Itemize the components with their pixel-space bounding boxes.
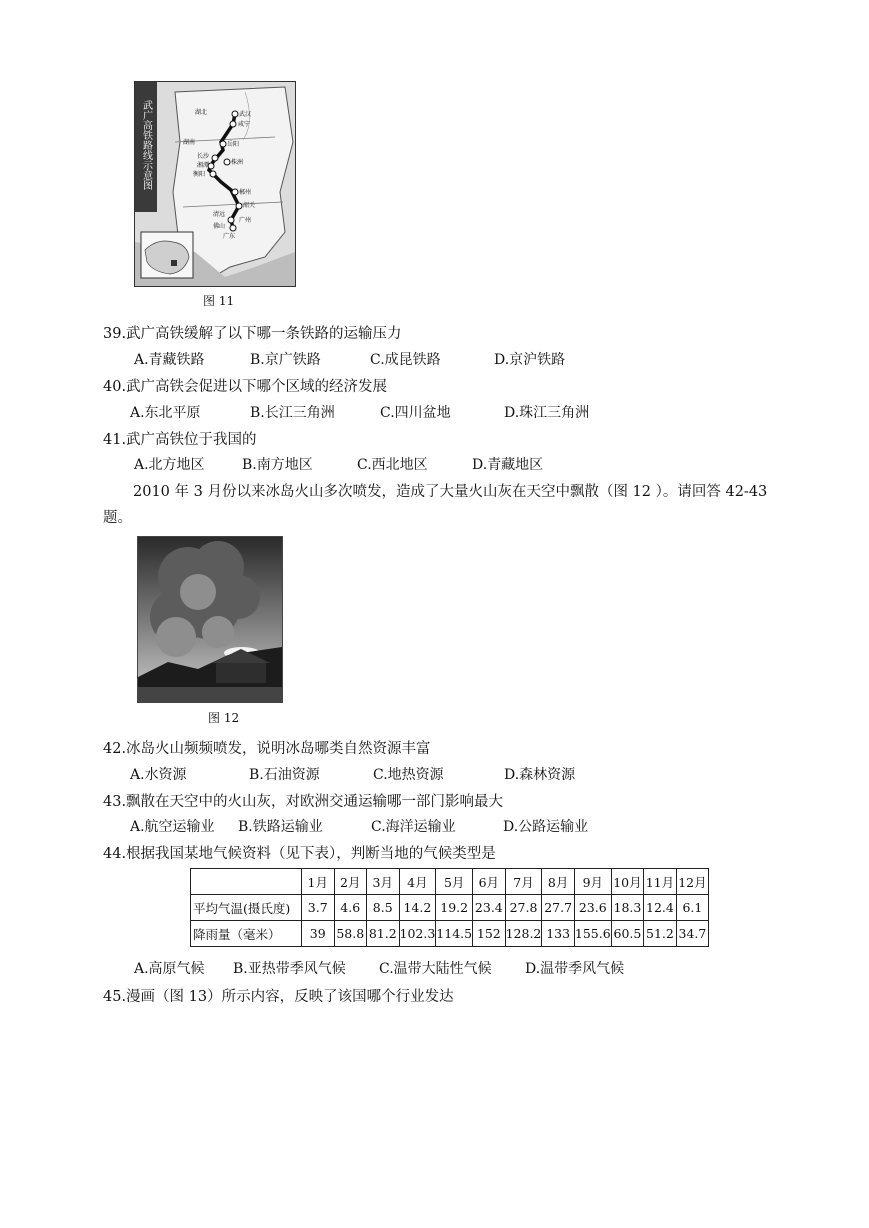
month-header: 2月 xyxy=(334,869,367,895)
volcano-ash-photo xyxy=(138,537,282,702)
label-xiangtan: 湘潭 xyxy=(197,162,210,169)
temperature-cell: 12.4 xyxy=(644,895,677,921)
label-hubei: 湖北 xyxy=(195,109,208,116)
month-header: 9月 xyxy=(574,869,611,895)
month-header: 8月 xyxy=(542,869,575,895)
question-42: 42.冰岛火山频频喷发，说明冰岛哪类自然资源丰富 xyxy=(103,741,431,757)
table-row-temperature xyxy=(191,895,709,921)
figure-11-caption: 图 11 xyxy=(203,294,235,308)
precipitation-cell: 133 xyxy=(542,921,575,947)
table-corner-cell xyxy=(191,869,302,895)
figure-12-photo xyxy=(137,536,283,703)
precipitation-cell: 81.2 xyxy=(367,921,400,947)
precipitation-cell: 39 xyxy=(302,921,335,947)
temperature-cell: 19.2 xyxy=(436,895,473,921)
q41-option-b: B.南方地区 xyxy=(242,457,313,473)
temperature-cell: 23.4 xyxy=(473,895,506,921)
temperature-label: 平均气温(摄氏度) xyxy=(191,895,302,921)
precipitation-cell: 51.2 xyxy=(644,921,677,947)
question-41: 41.武广高铁位于我国的 xyxy=(103,432,257,448)
label-wuhan: 武汉 xyxy=(239,111,252,118)
label-yueyang: 岳阳 xyxy=(227,141,240,148)
q41-option-a: A.北方地区 xyxy=(134,457,205,473)
intro-42-43-line1: 2010 年 3 月份以来冰岛火山多次喷发，造成了大量火山灰在天空中飘散（图 12 ）。请回答 42-43 xyxy=(133,484,768,500)
question-40: 40.武广高铁会促进以下哪个区域的经济发展 xyxy=(103,379,388,395)
precipitation-cell: 155.6 xyxy=(574,921,611,947)
intro-42-43-line2: 题。 xyxy=(103,510,132,526)
temperature-cell: 27.7 xyxy=(542,895,575,921)
map-title: 武广高铁路线示意图 xyxy=(140,100,152,190)
q42-option-b: B.石油资源 xyxy=(249,767,320,783)
question-39: 39.武广高铁缓解了以下哪一条铁路的运输压力 xyxy=(103,326,402,342)
month-header: 3月 xyxy=(367,869,400,895)
q43-option-c: C.海洋运输业 xyxy=(371,819,456,835)
question-45: 45.漫画（图 13）所示内容，反映了该国哪个行业发达 xyxy=(103,989,454,1005)
table-header-row xyxy=(191,869,709,895)
temperature-cell: 23.6 xyxy=(574,895,611,921)
q43-option-a: A.航空运输业 xyxy=(130,819,215,835)
label-foshan: 佛山 xyxy=(213,223,226,230)
figure-12-caption: 图 12 xyxy=(208,711,240,725)
month-header: 7月 xyxy=(505,869,542,895)
q42-option-c: C.地热资源 xyxy=(373,767,444,783)
q42-option-d: D.森林资源 xyxy=(504,767,576,783)
month-header: 1月 xyxy=(302,869,335,895)
q41-option-c: C.西北地区 xyxy=(357,457,428,473)
temperature-cell: 3.7 xyxy=(302,895,335,921)
month-header: 4月 xyxy=(399,869,436,895)
label-xianning: 咸宁 xyxy=(238,121,251,128)
q39-option-d: D.京沪铁路 xyxy=(494,352,566,368)
precipitation-cell: 58.8 xyxy=(334,921,367,947)
month-header: 10月 xyxy=(611,869,644,895)
temperature-cell: 27.8 xyxy=(505,895,542,921)
month-header: 6月 xyxy=(473,869,506,895)
q39-option-b: B.京广铁路 xyxy=(250,352,321,368)
temperature-cell: 6.1 xyxy=(676,895,709,921)
rail-map-graphic xyxy=(135,82,295,286)
label-chenzhou: 郴州 xyxy=(239,189,252,196)
q40-option-a: A.东北平原 xyxy=(130,405,201,421)
q44-option-c: C.温带大陆性气候 xyxy=(379,961,492,977)
label-zhuzhou: 株洲 xyxy=(231,159,244,166)
table-row-precipitation xyxy=(191,921,709,947)
label-hengyang: 衡阳 xyxy=(193,171,206,178)
q43-option-d: D.公路运输业 xyxy=(503,819,589,835)
label-hunan: 湖南 xyxy=(183,139,196,146)
q42-option-a: A.水资源 xyxy=(130,767,187,783)
month-header: 11月 xyxy=(644,869,677,895)
q40-option-b: B.长江三角洲 xyxy=(250,405,335,421)
q44-option-b: B.亚热带季风气候 xyxy=(233,961,346,977)
precipitation-cell: 152 xyxy=(473,921,506,947)
precipitation-cell: 114.5 xyxy=(436,921,473,947)
label-guangzhou: 广州 xyxy=(239,217,252,224)
label-guangdong: 广东 xyxy=(223,233,236,240)
month-header: 5月 xyxy=(436,869,473,895)
question-43: 43.飘散在天空中的火山灰，对欧洲交通运输哪一部门影响最大 xyxy=(103,794,504,810)
precipitation-cell: 128.2 xyxy=(505,921,542,947)
label-changsha: 长沙 xyxy=(197,153,210,160)
q43-option-b: B.铁路运输业 xyxy=(238,819,323,835)
climate-table xyxy=(190,868,709,947)
q39-option-c: C.成昆铁路 xyxy=(370,352,441,368)
q44-option-d: D.温带季风气候 xyxy=(525,961,625,977)
figure-11-map xyxy=(134,81,296,287)
q40-option-d: D.珠江三角洲 xyxy=(504,405,590,421)
month-header: 12月 xyxy=(676,869,709,895)
temperature-cell: 18.3 xyxy=(611,895,644,921)
q44-option-a: A.高原气候 xyxy=(134,961,205,977)
q40-option-c: C.四川盆地 xyxy=(380,405,451,421)
temperature-cell: 14.2 xyxy=(399,895,436,921)
question-44: 44.根据我国某地气候资料（见下表），判断当地的气候类型是 xyxy=(103,846,496,862)
precipitation-cell: 34.7 xyxy=(676,921,709,947)
q41-option-d: D.青藏地区 xyxy=(472,457,544,473)
temperature-cell: 8.5 xyxy=(367,895,400,921)
precipitation-cell: 102.3 xyxy=(399,921,436,947)
label-qingyuan: 清远 xyxy=(213,211,226,218)
q39-option-a: A.青藏铁路 xyxy=(134,352,205,368)
temperature-cell: 4.6 xyxy=(334,895,367,921)
label-shaoguan: 韶关 xyxy=(243,202,256,209)
precipitation-cell: 60.5 xyxy=(611,921,644,947)
precipitation-label: 降雨量（毫米） xyxy=(191,921,302,947)
